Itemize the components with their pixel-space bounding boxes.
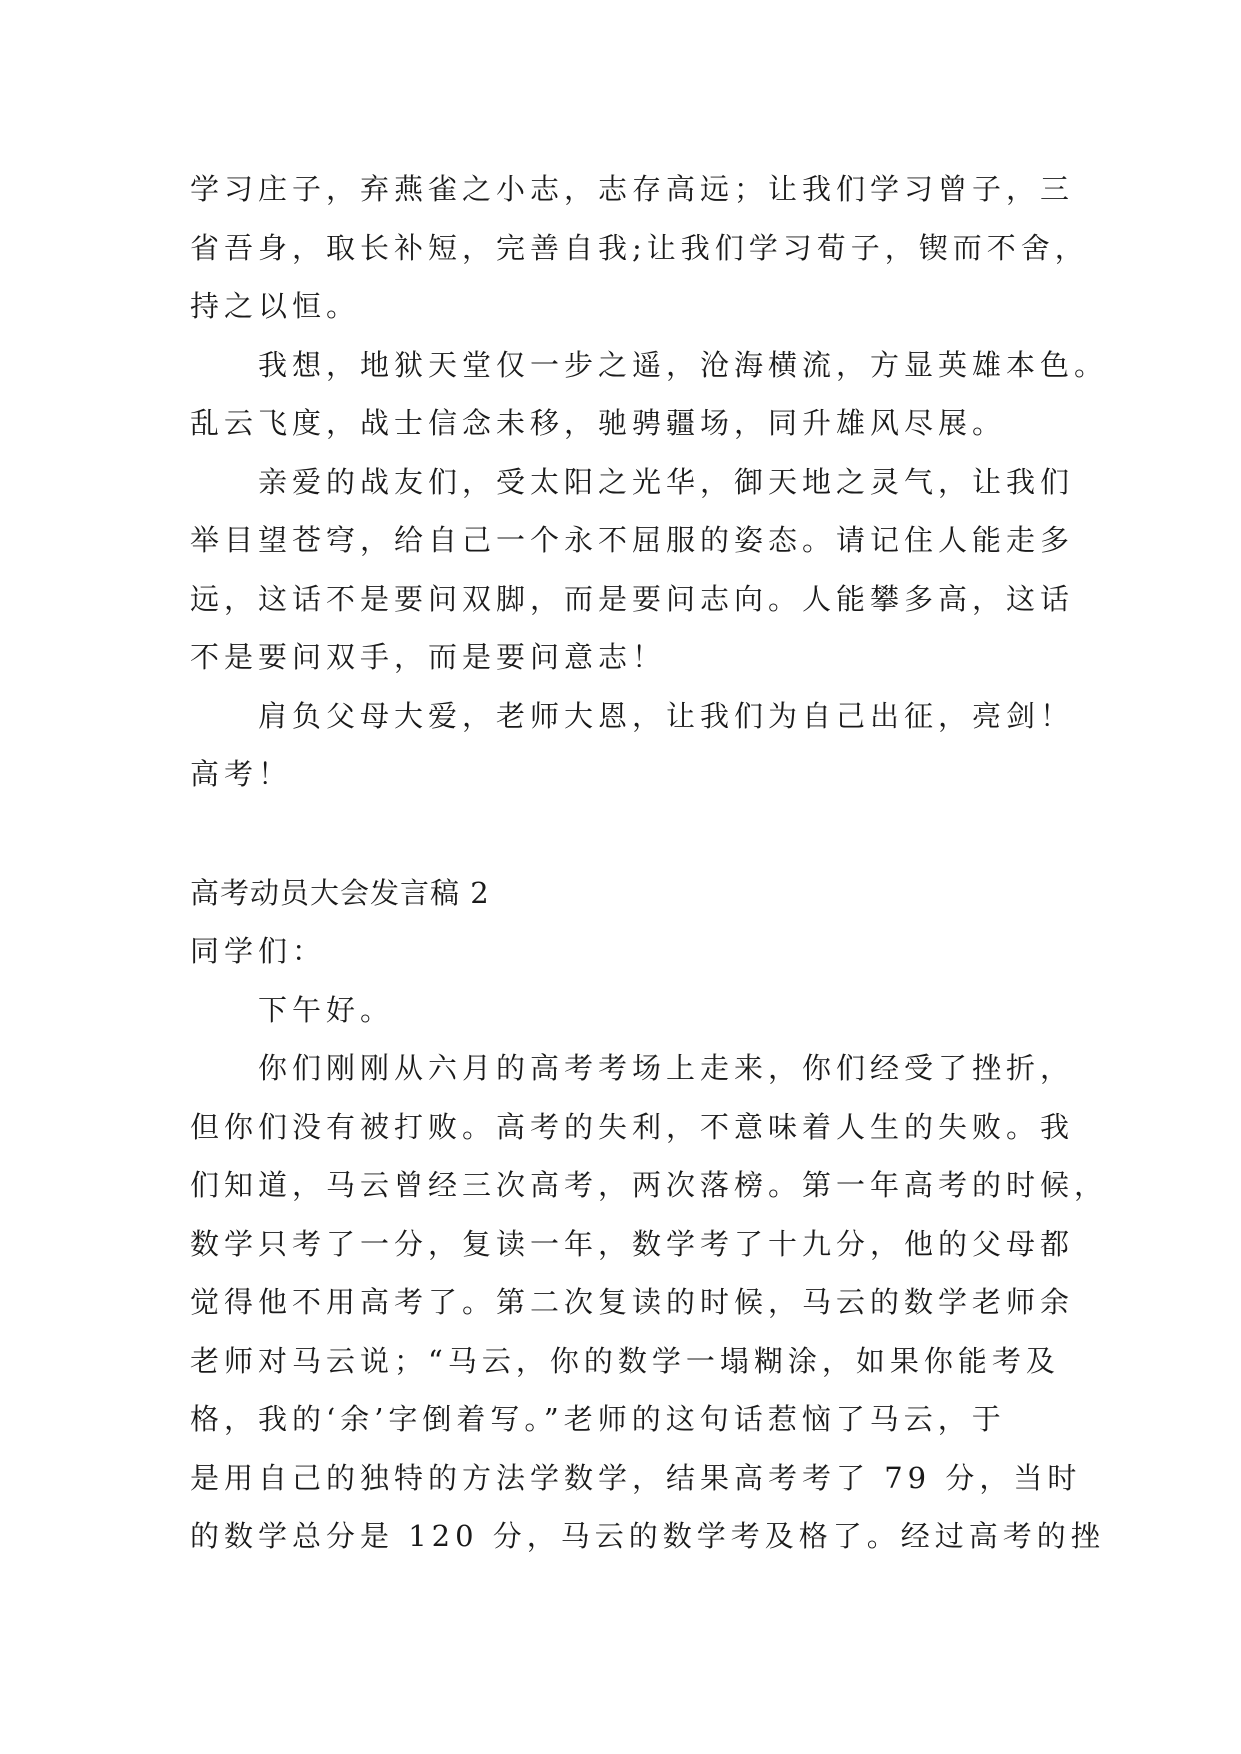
text-line: 持之以恒。 <box>190 289 361 323</box>
section-gap <box>190 804 1090 864</box>
text-line: 格，我的‘余’字倒着写。”老师的这句话惹恼了马云，于 <box>190 1402 1006 1436</box>
text-line: 的数学总分是 120 分，马云的数学考及格了。经过高考的挫 <box>190 1519 1105 1553</box>
text-line: 高考！ <box>190 757 293 791</box>
text-line: 举目望苍穹，给自己一个永不屈服的姿态。请记住人能走多 <box>190 523 1075 557</box>
paragraph-first-line: 我想，地狱天堂仅一步之遥，沧海横流，方显英雄本色。 <box>258 347 1109 382</box>
paragraph-first-line: 肩负父母大爱，老师大恩，让我们为自己出征，亮剑！ <box>258 698 1075 733</box>
text-line: 不是要问双手，而是要问意志！ <box>190 640 667 674</box>
text-line: 老师对马云说；“马云，你的数学一塌糊涂，如果你能考及 <box>190 1343 1060 1378</box>
text-line: 数学只考了一分，复读一年，数学考了十九分，他的父母都 <box>190 1226 1075 1261</box>
text-line: 省吾身，取长补短，完善自我;让我们学习荀子，锲而不舍， <box>190 230 1089 265</box>
text-line: 但你们没有被打败。高考的失利，不意味着人生的失败。我 <box>190 1109 1075 1144</box>
section-title: 高考动员大会发言稿 2 <box>190 875 490 910</box>
text-line: 是用自己的独特的方法学数学，结果高考考了 79 分，当时 <box>190 1460 1082 1495</box>
paragraph-first-line: 你们刚刚从六月的高考考场上走来，你们经受了挫折， <box>258 1051 1075 1085</box>
greeting: 下午好。 <box>258 992 395 1027</box>
text-line: 们知道，马云曾经三次高考，两次落榜。第一年高考的时候， <box>190 1168 1109 1202</box>
salutation: 同学们： <box>190 934 327 968</box>
text-line: 觉得他不用高考了。第二次复读的时候，马云的数学老师余 <box>190 1285 1075 1319</box>
text-line: 乱云飞度，战士信念未移，驰骋疆场，同升雄风尽展。 <box>190 406 1007 440</box>
text-line: 学习庄子，弃燕雀之小志，志存高远；让我们学习曾子，三 <box>190 172 1075 206</box>
paragraph-first-line: 亲爱的战友们，受太阳之光华，御天地之灵气，让我们 <box>258 464 1075 499</box>
document-page <box>190 160 1109 1566</box>
text-line: 远，这话不是要问双脚，而是要问志向。人能攀多高，这话 <box>190 581 1075 616</box>
